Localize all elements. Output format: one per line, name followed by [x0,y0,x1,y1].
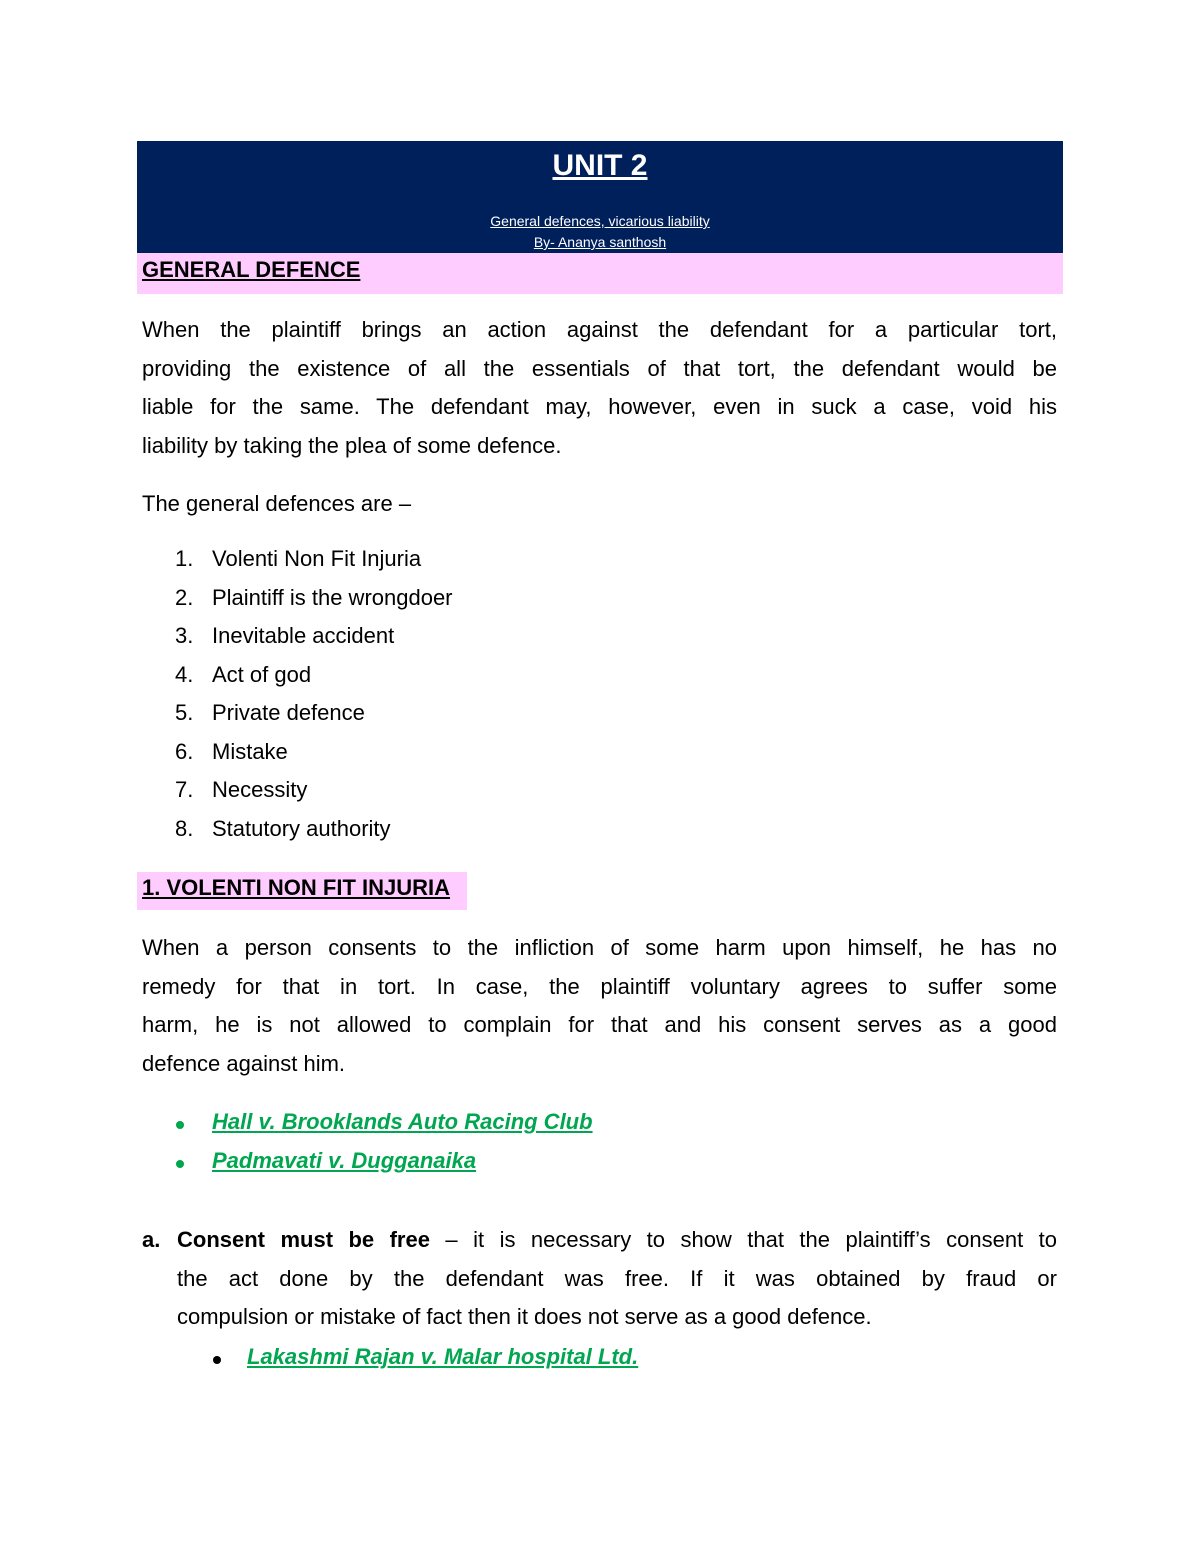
volenti-line: remedy for that in tort. In case, the plaintiff voluntary agrees to suffer some [142,973,1057,999]
list-item-label: Mistake [212,739,288,764]
volenti-line: When a person consents to the infliction of some harm upon himself, he has no [142,935,1057,960]
bullet-icon [176,1121,184,1129]
defences-intro: The general defences are – [142,491,412,516]
volenti-heading: 1. VOLENTI NON FIT INJURIA [142,875,451,900]
volenti-line: harm, he is not allowed to complain for that and his consent serves as a good [142,1012,1057,1037]
list-item-label: Statutory authority [212,816,391,841]
intro-line: liable for the same. The defendant may, however, even in suck a case, void his [142,394,1057,419]
point-a-line: the act done by the defendant was free. If it was obtained by fraud or [177,1265,1057,1291]
point-a-line [142,1221,1057,1260]
list-item-label: Inevitable accident [212,623,395,648]
bullet-icon [213,1356,221,1364]
point-a-letter: a. [142,1227,161,1252]
section-title: GENERAL DEFENCE [142,257,361,282]
case-citation: Padmavati v. Dugganaika [212,1148,477,1173]
list-item-number: 5. [175,700,194,725]
unit-subtitle: General defences, vicarious liability [490,213,710,229]
intro-line: When the plaintiff brings an action against the defendant for a particular tort, [142,317,1057,342]
volenti-line: defence against him. [142,1050,346,1076]
list-item-number: 6. [175,739,194,764]
list-item-number: 8. [175,816,194,841]
point-a-bold: Consent must be free [177,1227,430,1252]
list-item-number: 1. [175,546,194,571]
point-a-rest: – it is necessary to show that the plaintiff’s consent to [429,1227,1057,1252]
intro-paragraph [142,311,1057,465]
point-a-paragraph [142,1221,1057,1337]
unit-title: UNIT 2 [552,149,648,182]
list-item-label: Act of god [212,662,312,687]
list-item-label: Private defence [212,700,365,725]
bullet-icon [176,1160,184,1168]
list-item-label: Plaintiff is the wrongdoer [212,585,453,610]
point-a-line: compulsion or mistake of fact then it does not serve as a good defence. [177,1304,872,1329]
case-citation: Hall v. Brooklands Auto Racing Club [212,1109,593,1134]
list-item-label: Necessity [212,777,308,802]
volenti-paragraph [142,929,1057,1083]
list-item-label: Volenti Non Fit Injuria [212,546,422,571]
author-line: By- Ananya santhosh [533,234,667,250]
intro-line: providing the existence of all the essentials of that tort, the defendant would be [142,355,1057,381]
list-item-number: 7. [175,777,194,802]
intro-line: liability by taking the plea of some defence. [142,432,562,458]
unit-header-banner [137,141,1063,253]
list-item-number: 2. [175,585,194,610]
list-item-number: 3. [175,623,194,648]
case-citation: Lakashmi Rajan v. Malar hospital Ltd. [247,1344,639,1369]
list-item-number: 4. [175,662,194,687]
